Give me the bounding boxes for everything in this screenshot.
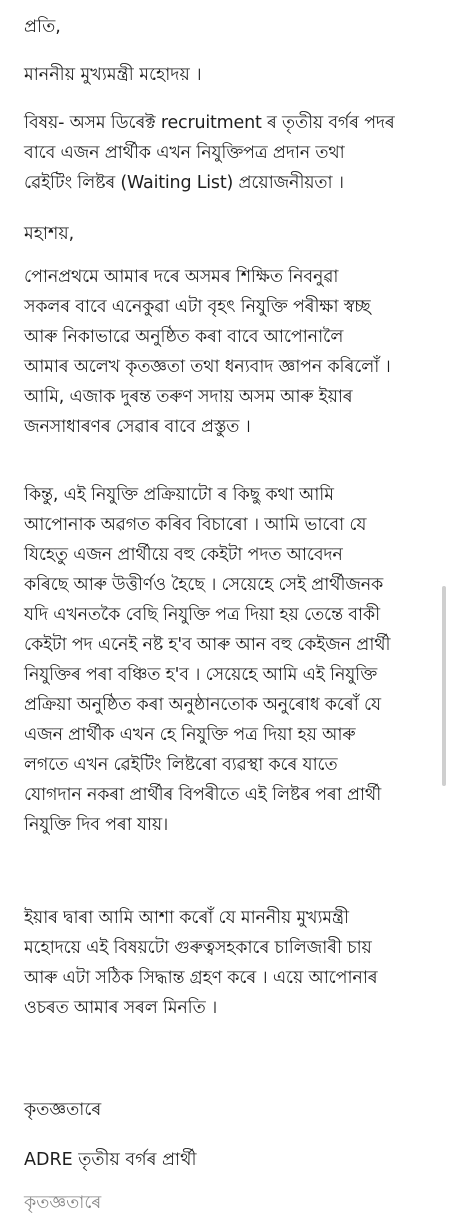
subject-line: বিষয়- অসম ডিৰেক্ট recruitment ৰ তৃতীয় বৰ্গৰ পদৰ [24, 113, 395, 133]
paragraph-line: আমি, এজাক দুৰন্ত তৰুণ সদায় অসম আৰু ইয়াৰ [24, 387, 353, 407]
paragraph-line: সকলৰ বাবে এনেকুৱা এটা বৃহৎ নিযুক্তি পৰীক্ষা স্বচ্ছ [24, 297, 371, 317]
paragraph-line: যোগদান নকৰা প্ৰাৰ্থীৰ বিপৰীতে এই লিষ্টৰ পৰা প্ৰাৰ্থী [24, 785, 382, 805]
paragraph-line: যদি এখনতকৈ বেছি নিযুক্তি পত্ৰ দিয়া হয় তেন্তে বাকী [24, 605, 380, 625]
paragraph-line: লগতে এখন ৱেইটিং লিষ্টৰো ব্যৱস্থা কৰে যাতে [24, 755, 338, 775]
paragraph-line: কৰিছে আৰু উত্তীৰ্ণও হৈছে । সেয়েহে সেই প্ৰাৰ্থীজনক [24, 575, 384, 595]
paragraph-3 [24, 903, 434, 1023]
letter-closing: কৃতজ্ঞতাৰে [24, 1100, 102, 1120]
paragraph-line: এজন প্ৰাৰ্থীক এখন হে নিযুক্তি পত্ৰ দিয়া হয় আৰু [24, 725, 356, 745]
paragraph-line: ওচৰত আমাৰ সৰল মিনতি । [24, 998, 218, 1018]
subject-line: ৱেইটিং লিষ্টৰ (Waiting List) প্ৰয়োজনীয়তা । [24, 173, 344, 193]
subject-line: বাবে এজন প্ৰাৰ্থীক এখন নিযুক্তিপত্ৰ প্ৰদান তথা [24, 143, 345, 163]
paragraph-line: আৰু নিকাভাৱে অনুষ্ঠিত কৰা বাবে আপোনালৈ [24, 327, 344, 347]
letter-salutation: মহাশয়, [24, 224, 75, 244]
paragraph-2 [24, 480, 434, 840]
paragraph-line: আৰু এটা সঠিক সিদ্ধান্ত গ্ৰহণ কৰে । এয়ে আপোনাৰ [24, 968, 378, 988]
paragraph-line: নিযুক্তিৰ পৰা বঞ্চিত হ'ব । সেয়েহে আমি এই নিযুক্তি [24, 665, 377, 685]
letter-page [24, 0, 432, 1213]
cutoff-text: কৃতজ্ঞতাৰে [24, 1193, 102, 1213]
paragraph-line: মহোদয়ে এই বিষয়টো গুৰুত্বসহকাৰে চালিজাৰী চায় [24, 938, 372, 958]
letter-addressee: মাননীয় মুখ্যমন্ত্ৰী মহোদয় । [24, 65, 202, 85]
paragraph-line: পোনপ্ৰথমে আমাৰ দৰে অসমৰ শিক্ষিত নিবনুৱা [24, 267, 339, 287]
paragraph-line: নিযুক্তি দিব পৰা যায়। [24, 815, 169, 835]
paragraph-line: যিহেতু এজন প্ৰাৰ্থীয়ে বহু কেইটা পদত আবেদন [24, 545, 343, 565]
paragraph-1 [24, 262, 434, 442]
paragraph-line: ইয়াৰ দ্বাৰা আমি আশা কৰোঁ যে মাননীয় মুখ্যমন্ত্ৰী [24, 908, 349, 928]
paragraph-line: কিন্তু, এই নিযুক্তি প্ৰক্ৰিয়াটো ৰ কিছু কথা আমি [24, 485, 334, 505]
letter-subject [24, 108, 434, 198]
paragraph-line: কেইটা পদ এনেই নষ্ট হ'ব আৰু আন বহু কেইজন প্ৰাৰ্থী [24, 635, 391, 655]
paragraph-line: জনসাধাৰণৰ সেৱাৰ বাবে প্ৰস্তুত । [24, 417, 251, 437]
letter-sender: ADRE তৃতীয় বৰ্গৰ প্ৰাৰ্থী [24, 1150, 197, 1170]
paragraph-line: আমাৰ অলেখ কৃতজ্ঞতা তথা ধন্যবাদ জ্ঞাপন কৰিলোঁ । [24, 357, 391, 377]
scrollbar-thumb[interactable] [442, 586, 446, 786]
paragraph-line: আপোনাক অৱগত কৰিব বিচাৰো । আমি ভাবো যে [24, 515, 367, 535]
paragraph-line: প্ৰক্ৰিয়া অনুষ্ঠিত কৰা অনুষ্ঠানতোক অনুৰোধ কৰোঁ যে [24, 695, 381, 715]
letter-greeting: প্ৰতি, [24, 17, 61, 37]
